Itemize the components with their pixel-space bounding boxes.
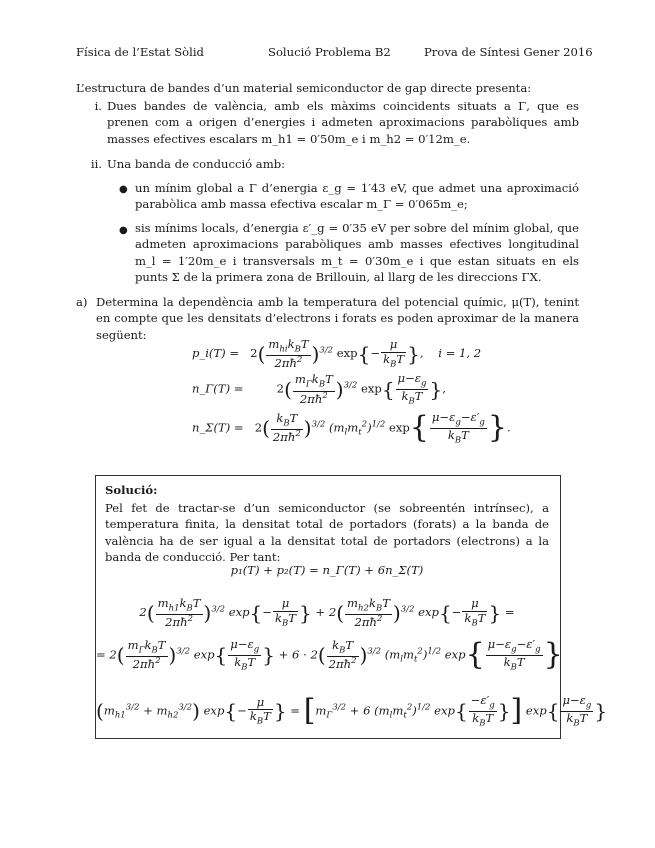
header-exam: Prova de Síntesi Gener 2016 bbox=[424, 45, 593, 59]
equation-electrons-gamma: n_Γ(T) = 2( $\frac{m_\Gamma k_BT}{2\pi ħ^2}$ )$^{3/2}$ exp{ $\frac{\mu-\varepsilon_g}{k_BT}$ }, bbox=[192, 371, 446, 407]
question-marker: a) bbox=[76, 295, 88, 309]
question-text: Determina la dependència amb la temperatura del potencial químic, μ(T), tenint en compte que les densitats d’electrons i forats es poden aproximar de la manera següent: bbox=[96, 295, 579, 342]
bullet-gamma-minimum: un mínim global a Γ d’energia ε_g = 1′43 eV, que admet una aproximació parabòlica amb massa efectiva escalar m_Γ = 0′065m_e; bbox=[135, 181, 579, 212]
item-ii-marker: ii. bbox=[90, 157, 102, 171]
solution-equation-line2: = 2( $\frac{m_\Gamma k_BT}{2\pi ħ^2}$ )$^{3/2}$ exp{ $\frac{\mu-\varepsilon_g}{k_BT}$ } + 6 · 2( $\frac{k_BT}{2\pi ħ^2}$ )$^{3/2}$ $(m_lm_t^2)^{1/2}$ exp{ $\frac{\mu-\varepsilon_g-\varepsilon'_g}{k_BT}$ } bbox=[96, 636, 563, 673]
equation-holes: p_i(T) = 2( $\frac{m_{hi}k_BT}{2\pi ħ^2}$ )$^{3/2}$ exp{− $\frac{\mu}{k_BT}$ }, i = 1, 2 bbox=[192, 337, 482, 370]
solution-equation-line3: $(m_{h1}^{3/2} + m_{h2}^{3/2})$ exp{− $\frac{\mu}{k_BT}$ } = [$m_\Gamma^{3/2} + 6$ $(m_lm_t^2)^{1/2}$ exp{ $\frac{-\varepsilon'_g}{k_BT}$ }] exp{ $\frac{\mu-\varepsilon_g}{k_BT}$ } bbox=[96, 692, 608, 729]
bullet-sigma-minima: sis mínims locals, d’energia ε′_g = 0′35 eV per sobre del mínim global, que admeten aproximacions parabòliques amb masses efectives longitudinal m_l = 1′20m_e i transversals m_t = 0′30m_e i que estan situats en els punts Σ de la primera zona de Brillouin, al llarg de les direccions ΓX. bbox=[135, 221, 579, 285]
equation-electrons-sigma: n_Σ(T) = 2( $\frac{k_BT}{2\pi ħ^2}$ )$^{3/2}$ $(m_lm_t^2)^{1/2}$ exp{ $\frac{\mu-\varepsilon_g-\varepsilon'_g}{k_BT}$ }. bbox=[192, 409, 511, 446]
eq-p-cond: i = 1, 2 bbox=[438, 346, 482, 361]
intro-text: L’estructura de bandes d’un material semiconductor de gap directe presenta: bbox=[76, 81, 532, 95]
solution-text: Pel fet de tractar-se d’un semiconductor (se sobreentén intrínsec), a temperatura finita, la densitat total de portadors (forats) a la banda de valència ha de ser igual a la densitat total de portadors (electrons) a la banda de conducció. Per tant: bbox=[105, 501, 549, 565]
bullet-dot: ● bbox=[119, 225, 128, 236]
solution-equation-line1: 2( $\frac{m_{h1}k_BT}{2\pi ħ^2}$ )$^{3/2}$ exp{− $\frac{\mu}{k_BT}$ } + 2( $\frac{m_{h2}k_BT}{2\pi ħ^2}$ )$^{3/2}$ exp{− $\frac{\mu}{k_BT}$ } = bbox=[139, 596, 515, 629]
eq-ng-lhs: n_Γ(T) = bbox=[192, 381, 244, 396]
eq-ns-lhs: n_Σ(T) = bbox=[192, 420, 244, 435]
item-ii-text: Una banda de conducció amb: bbox=[107, 157, 286, 171]
eq-p-lhs: p_i(T) = bbox=[192, 346, 240, 361]
item-i-marker: i. bbox=[94, 99, 102, 113]
solution-balance-equation: p₁(T) + p₂(T) = n_Γ(T) + 6n_Σ(T) bbox=[230, 563, 424, 577]
solution-title: Solució: bbox=[105, 483, 158, 497]
item-i-text: Dues bandes de valència, amb els màxims coincidents situats a Γ, que es prenen com a origen d’energies i admeten aproximacions parabòliques amb masses efectives escalars m_h1 = 0′50m_e i m_h2 = 0′12m_e. bbox=[107, 99, 579, 146]
header-course: Física de l’Estat Sòlid bbox=[76, 45, 204, 59]
bullet-dot: ● bbox=[119, 184, 128, 195]
header-problem: Solució Problema B2 bbox=[268, 45, 391, 59]
